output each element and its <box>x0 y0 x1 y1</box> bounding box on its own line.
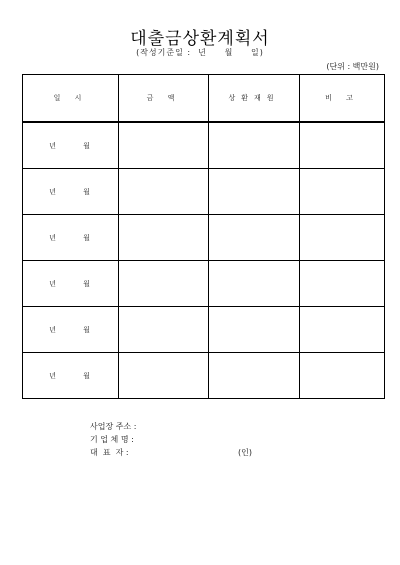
note-cell[interactable] <box>300 215 385 261</box>
signature-block <box>90 420 252 459</box>
note-cell[interactable] <box>300 307 385 353</box>
address-line <box>90 420 252 433</box>
address-label: 사업장 주소 : <box>90 422 137 431</box>
date-cell[interactable]: 년 월 <box>23 353 119 399</box>
document-subtitle: (작성기준일 : 년 월 일) <box>136 48 264 57</box>
source-cell[interactable] <box>209 215 300 261</box>
amount-cell[interactable] <box>119 353 209 399</box>
header-source: 상환재원 <box>209 75 300 123</box>
table-row <box>23 353 385 399</box>
source-cell[interactable] <box>209 307 300 353</box>
header-note: 비 고 <box>300 75 385 123</box>
unit-label: (단위 : 백만원) <box>326 62 379 71</box>
seal-mark: (인) <box>238 448 252 457</box>
amount-cell[interactable] <box>119 169 209 215</box>
date-cell[interactable]: 년 월 <box>23 169 119 215</box>
amount-cell[interactable] <box>119 215 209 261</box>
source-cell[interactable] <box>209 261 300 307</box>
document-title: 대출금상환계획서 <box>130 29 270 49</box>
date-cell[interactable]: 년 월 <box>23 261 119 307</box>
note-cell[interactable] <box>300 353 385 399</box>
table-row <box>23 215 385 261</box>
date-cell[interactable]: 년 월 <box>23 122 119 169</box>
repayment-plan-table <box>22 74 385 399</box>
note-cell[interactable] <box>300 261 385 307</box>
note-cell[interactable] <box>300 122 385 169</box>
table-row <box>23 261 385 307</box>
amount-cell[interactable] <box>119 122 209 169</box>
table-header-row <box>23 75 385 123</box>
company-label: 기 업 체 명 : <box>90 435 134 444</box>
date-cell[interactable]: 년 월 <box>23 215 119 261</box>
representative-line <box>90 446 252 459</box>
note-cell[interactable] <box>300 169 385 215</box>
table-row <box>23 122 385 169</box>
company-line <box>90 433 252 446</box>
header-amount: 금 액 <box>119 75 209 123</box>
source-cell[interactable] <box>209 122 300 169</box>
header-date: 일 시 <box>23 75 119 123</box>
table-row <box>23 169 385 215</box>
table-row <box>23 307 385 353</box>
amount-cell[interactable] <box>119 261 209 307</box>
amount-cell[interactable] <box>119 307 209 353</box>
date-cell[interactable]: 년 월 <box>23 307 119 353</box>
source-cell[interactable] <box>209 169 300 215</box>
representative-label: 대 표 자 : <box>90 448 129 457</box>
source-cell[interactable] <box>209 353 300 399</box>
